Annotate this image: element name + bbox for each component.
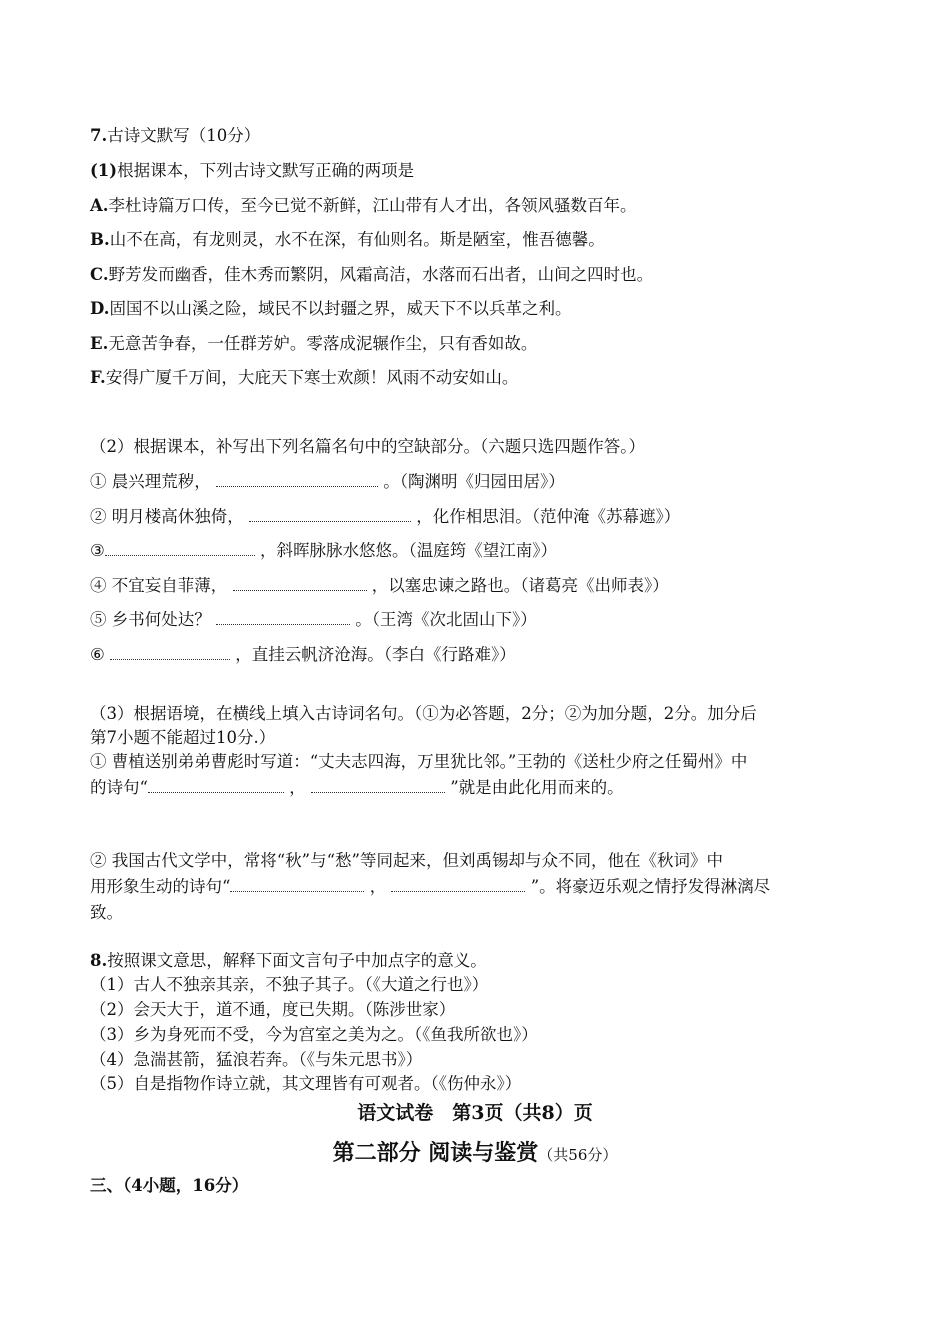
q7-sub3-q2-line2: [90, 876, 770, 898]
part2-score-note: （共56分）: [538, 1146, 618, 1164]
part2-title: 第二部分 阅读与鉴赏: [332, 1140, 539, 1166]
q7-sub1-number: (1): [90, 161, 118, 180]
item-text-after: 。（陶渊明《归园田居》）: [383, 472, 565, 491]
q7-sub3-q2-line1: ② 我国古代文学中，常将“秋”与“愁”等同起来，但刘禹锡却与众不同，他在《秋词》中: [90, 851, 723, 870]
answer-blank[interactable]: [105, 541, 255, 556]
option-letter: F.: [90, 368, 106, 387]
page-footer: 语文试卷 第3页（共8）页: [357, 1102, 593, 1124]
text: ，: [369, 877, 387, 896]
q8-number: 8.: [90, 951, 108, 970]
option-text: 野芳发而幽香，佳木秀而繁阴，风霜高洁，水落而石出者，山间之四时也。: [108, 265, 654, 284]
fill-item-1: [90, 471, 565, 493]
q7-title-text: 古诗文默写（10分）: [107, 126, 261, 145]
item-number: ①: [90, 472, 107, 491]
q7-sub3-prompt-line2: 第7小题不能超过10分.）: [90, 728, 276, 747]
text: 用形象生动的诗句“: [90, 877, 231, 896]
answer-blank[interactable]: [233, 576, 367, 591]
answer-blank[interactable]: [216, 472, 378, 487]
answer-blank[interactable]: [230, 877, 364, 892]
q8-item-1: （1）古人不独亲其亲，不独子其子。（《大道之行也》）: [90, 975, 489, 994]
fill-item-6: [90, 644, 516, 666]
item-text-after: ，直挂云帆济沧海。（李白《行路难》）: [235, 645, 516, 664]
text: ，: [289, 778, 306, 797]
q7-number: 7.: [90, 126, 108, 145]
answer-blank[interactable]: [148, 778, 284, 793]
q7-sub3-prompt-line1: （3）根据语境，在横线上填入古诗词名句。（①为必答题，2分；②为加分题，2分。加分后: [90, 704, 757, 723]
q8-title-text: 按照课文意思，解释下面文言句子中加点字的意义。: [107, 951, 487, 970]
text: ”就是由此化用而来的。: [450, 778, 624, 797]
answer-blank[interactable]: [216, 610, 350, 625]
item-number: ④: [90, 576, 107, 595]
item-number: ③: [90, 541, 105, 560]
option-e: [90, 333, 537, 355]
text: 的诗句“: [90, 778, 148, 797]
option-b: [90, 229, 605, 251]
item-text-after: 。（王湾《次北固山下》）: [355, 610, 537, 629]
option-letter: E.: [90, 334, 109, 353]
fill-item-4: [90, 575, 669, 597]
item-text-before: 乡书何处达？: [111, 610, 211, 629]
item-text-after: ，以塞忠谏之路也。（诸葛亮《出师表》）: [371, 576, 669, 595]
option-c: [90, 264, 653, 286]
q7-sub2-prompt: （2）根据课本，补写出下列名篇名句中的空缺部分。（六题只选四题作答。）: [90, 437, 645, 456]
q8-item-4: （4）急湍甚箭，猛浪若奔。（《与朱元思书》）: [90, 1050, 423, 1069]
option-letter: B.: [90, 230, 110, 249]
option-text: 安得广厦千万间，大庇天下寒士欢颜！风雨不动安如山。: [105, 368, 519, 387]
item-number: ②: [90, 507, 107, 526]
fill-item-3: [90, 540, 557, 562]
option-letter: A.: [90, 196, 109, 215]
text: ”。将豪迈乐观之情抒发得淋漓尽: [530, 877, 771, 896]
q7-sub3-q1-line1: ① 曹植送别弟弟曹彪时写道：“丈夫志四海，万里犹比邻。”王勃的《送杜少府之任蜀州》中: [90, 752, 748, 771]
q8-item-2: （2）会天大于，道不通，度已失期。（陈涉世家）: [90, 1000, 456, 1019]
section-3-heading: 三、（4小题，16分）: [90, 1176, 249, 1195]
item-text-before: 晨兴理荒秽，: [111, 472, 211, 491]
q7-title: [90, 125, 260, 147]
option-letter: C.: [90, 265, 109, 284]
fill-item-2: [90, 506, 680, 528]
answer-blank[interactable]: [249, 507, 411, 522]
option-text: 李杜诗篇万口传，至今已觉不新鲜，江山带有人才出，各领风骚数百年。: [108, 196, 637, 215]
item-text-after: ，化作相思泪。（范仲淹《苏幕遮》）: [416, 507, 681, 526]
option-f: [90, 367, 518, 389]
q8-item-5: （5）自是指物作诗立就，其文理皆有可观者。（《伤仲永》）: [90, 1074, 522, 1093]
item-text-after: ，斜晖脉脉水悠悠。（温庭筠《望江南》）: [260, 541, 558, 560]
option-text: 无意苦争春，一任群芳妒。零落成泥辗作尘，只有香如故。: [108, 334, 538, 353]
q7-sub3-q1-line2: [90, 777, 624, 799]
option-letter: D.: [90, 299, 110, 318]
item-number: ⑤: [90, 610, 107, 629]
option-text: 固国不以山溪之险，域民不以封疆之界，威天下不以兵革之利。: [109, 299, 572, 318]
option-a: [90, 195, 637, 217]
option-text: 山不在高，有龙则灵，水不在深，有仙则名。斯是陋室，惟吾德馨。: [109, 230, 605, 249]
item-text-before: 不宜妄自菲薄，: [111, 576, 228, 595]
q7-sub1-text: 根据课本，下列古诗文默写正确的两项是: [117, 161, 415, 180]
answer-blank[interactable]: [311, 778, 445, 793]
q7-sub1-prompt: [90, 160, 414, 182]
part2-heading: [0, 1136, 950, 1167]
q8-item-3: （3）乡为身死而不受，今为宫室之美为之。（《鱼我所欲也》）: [90, 1025, 538, 1044]
answer-blank[interactable]: [391, 877, 525, 892]
fill-item-5: [90, 609, 537, 631]
q7-sub3-q2-line3: 致。: [90, 903, 123, 922]
q8-title: [90, 950, 487, 972]
answer-blank[interactable]: [110, 645, 230, 660]
item-number: ⑥: [90, 645, 105, 664]
item-text-before: 明月楼高休独倚，: [111, 507, 244, 526]
option-d: [90, 298, 571, 320]
